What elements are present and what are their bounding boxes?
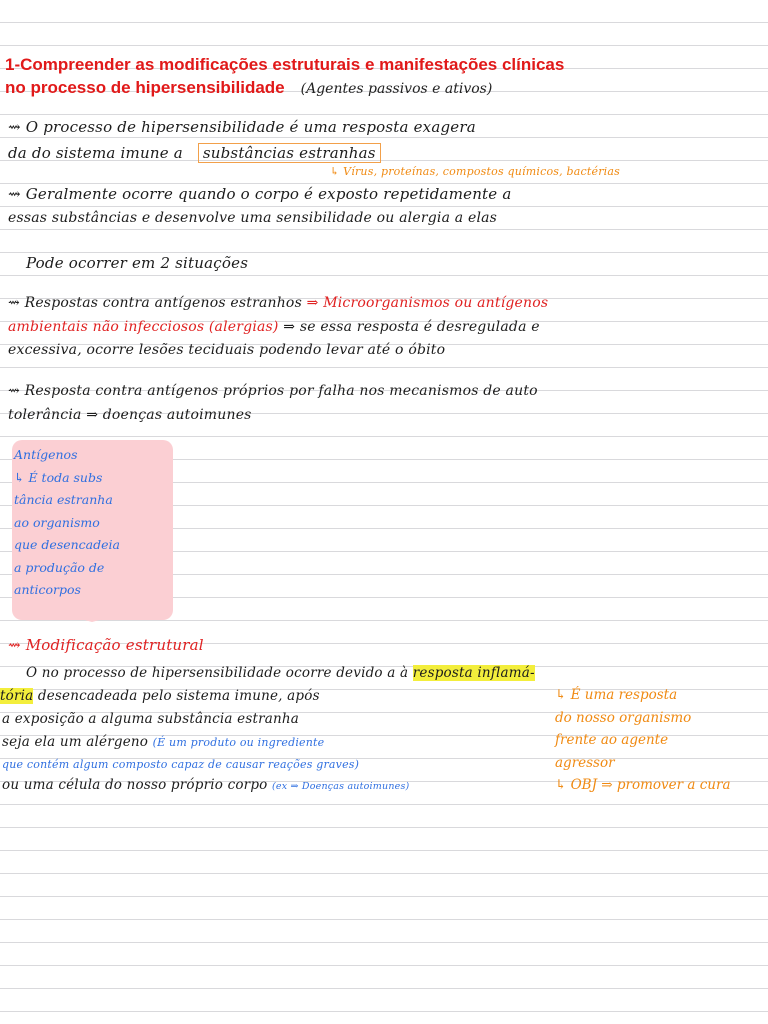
- note-line-tolerance: tolerância ⇒ doenças autoimunes: [8, 407, 252, 423]
- allergen-definition: (É um produto ou ingrediente: [152, 736, 325, 749]
- autoimmune-example: (ex ⇒ Doenças autoimunes): [272, 781, 410, 792]
- sticky-line: ↳ É toda subs: [14, 469, 103, 485]
- note-line-allergy: [8, 316, 540, 339]
- allergen-definition-cont: que contém algum composto capaz de causar reações graves): [2, 758, 360, 771]
- highlighted-box-substances: substâncias estranhas: [198, 143, 381, 163]
- highlight-inflammatory: resposta inflamá-: [412, 665, 535, 681]
- structural-line-6: [2, 774, 409, 798]
- structural-line-4: [2, 731, 324, 754]
- note-allergy-red: ambientais não infecciosos (alergias): [8, 319, 279, 335]
- title-line-1: 1-Compreender as modificações estruturais e manifestações clínicas: [5, 55, 565, 74]
- side-note-line: do nosso organismo: [555, 709, 692, 726]
- sticky-line: ao organismo: [14, 514, 100, 530]
- note-line-excessive: excessiva, ocorre lesões teciduais podendo levar até o óbito: [8, 342, 446, 358]
- structural-line-1: [26, 662, 535, 685]
- note-examples: ↳ Vírus, proteínas, compostos químicos, bactérias: [330, 165, 620, 178]
- note-line-situations: Pode ocorrer em 2 situações: [26, 254, 249, 272]
- structural-line-2: [0, 685, 320, 708]
- note-line-2: [8, 142, 381, 165]
- structural-line-6-text: ou uma célula do nosso próprio corpo: [2, 777, 268, 793]
- side-note-line: agressor: [555, 754, 615, 771]
- sticky-note-text: [14, 444, 172, 602]
- structural-line-4-text: seja ela um alérgeno: [2, 734, 149, 750]
- note-line-3: ⇝ Geralmente ocorre quando o corpo é exposto repetidamente a: [8, 185, 512, 203]
- note-line-4: essas substâncias e desenvolve uma sensibilidade ou alergia a elas: [8, 210, 498, 226]
- note-line-foreign: [8, 292, 548, 315]
- title-line-2: no processo de hipersensibilidade: [5, 78, 285, 97]
- structural-line-3: a exposição a alguma substância estranha: [2, 711, 300, 727]
- note-allergy-text: ⇒ se essa resposta é desregulada e: [283, 319, 540, 335]
- title-note: (Agentes passivos e ativos): [300, 81, 493, 97]
- note-foreign-red: ⇒ Microorganismos ou antígenos: [306, 295, 549, 311]
- sticky-line: anticorpos: [14, 582, 81, 597]
- sticky-line: que desencadeia: [14, 537, 120, 552]
- sticky-line: Antígenos: [14, 447, 78, 462]
- structural-line-1-text: O no processo de hipersensibilidade ocorre devido a à: [26, 665, 409, 681]
- sticky-line: tância estranha: [14, 492, 113, 507]
- note-line-1: ⇝ O processo de hipersensibilidade é uma resposta exagera: [8, 118, 476, 136]
- side-note-line: ↳ É uma resposta: [555, 687, 678, 703]
- note-foreign-text: ⇝ Respostas contra antígenos estranhos: [8, 295, 302, 311]
- side-note-line: frente ao agente: [555, 732, 669, 748]
- note-line-self: ⇝ Resposta contra antígenos próprios por falha nos mecanismos de auto: [8, 383, 538, 399]
- note-line-2-text: da do sistema imune a: [8, 144, 183, 162]
- highlight-tory: tória: [0, 688, 34, 704]
- sticky-line: a produção de: [14, 559, 105, 575]
- structural-line-2-text: desencadeada pelo sistema imune, após: [37, 688, 320, 704]
- side-note-line: ↳ OBJ ⇒ promover a cura: [555, 777, 731, 793]
- sticky-note-tail: [12, 600, 173, 622]
- section-heading-structural: ⇝ Modificação estrutural: [8, 636, 204, 654]
- side-note-inflammatory: [555, 684, 767, 797]
- page-title: [5, 53, 765, 101]
